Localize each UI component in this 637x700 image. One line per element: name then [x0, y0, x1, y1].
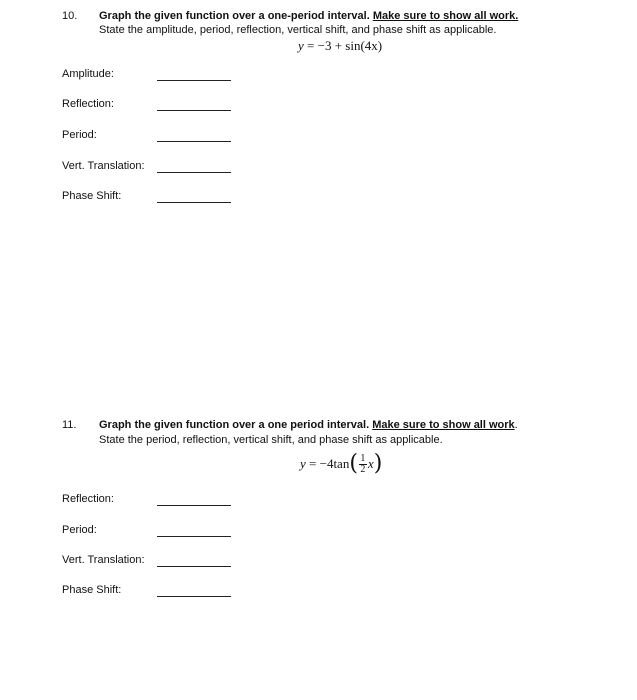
- question-11-equation: [300, 450, 382, 478]
- question-10-equation: [298, 38, 382, 54]
- question-10-instruction: [99, 10, 518, 22]
- q11-field-period-blank[interactable]: [157, 536, 231, 537]
- question-11-equation-lhs: y: [300, 456, 306, 471]
- question-10-equation-lhs: y: [298, 38, 304, 53]
- q11-field-reflection-label: Reflection:: [62, 493, 114, 505]
- q10-field-amplitude-label: Amplitude:: [62, 68, 114, 80]
- question-11-instruction-underlined: Make sure to show all work: [372, 419, 515, 431]
- q11-field-phase-shift-blank[interactable]: [157, 596, 231, 597]
- question-11-subtext: State the period, reflection, vertical shift, and phase shift as applicable.: [99, 434, 443, 446]
- q10-field-reflection-blank[interactable]: [157, 110, 231, 111]
- q10-field-phase-shift-label: Phase Shift:: [62, 190, 122, 202]
- left-paren-symbol: (: [349, 451, 358, 476]
- question-11-instruction-bold: Graph the given function over a one period interval.: [99, 419, 370, 431]
- q10-field-period-label: Period:: [62, 129, 97, 141]
- question-11-equation-var: x: [367, 456, 374, 471]
- q10-field-reflection-label: Reflection:: [62, 98, 114, 110]
- q10-field-phase-shift-blank[interactable]: [157, 202, 231, 203]
- question-11-equation-prefix: = −4tan: [309, 456, 350, 471]
- question-10-instruction-bold: Graph the given function over a one-period interval.: [99, 10, 370, 22]
- question-11-equation-frac-den: 2: [360, 463, 366, 475]
- question-11-instruction: [99, 419, 518, 431]
- question-10-number: 10.: [62, 10, 78, 22]
- q11-field-phase-shift-label: Phase Shift:: [62, 584, 122, 596]
- question-10-equation-rhs: = −3 + sin(4x): [307, 38, 383, 53]
- question-10-subtext: State the amplitude, period, reflection, vertical shift, and phase shift as applicable.: [99, 24, 497, 36]
- q11-field-vert-translation-label: Vert. Translation:: [62, 554, 145, 566]
- q10-field-amplitude-blank[interactable]: [157, 80, 231, 81]
- question-11-equation-frac-num: 1: [360, 452, 366, 464]
- q11-field-vert-translation-blank[interactable]: [157, 566, 231, 567]
- q10-field-vert-translation-label: Vert. Translation:: [62, 160, 145, 172]
- right-paren-symbol: ): [373, 451, 383, 476]
- question-11-number: 11.: [62, 419, 77, 431]
- question-11-instruction-end: .: [514, 419, 518, 431]
- q10-field-vert-translation-blank[interactable]: [157, 172, 231, 173]
- question-10-instruction-underlined: Make sure to show all work.: [372, 10, 519, 22]
- q11-field-period-label: Period:: [62, 524, 97, 536]
- q11-field-reflection-blank[interactable]: [157, 505, 231, 506]
- q10-field-period-blank[interactable]: [157, 141, 231, 142]
- question-11-equation-fraction: [359, 454, 367, 475]
